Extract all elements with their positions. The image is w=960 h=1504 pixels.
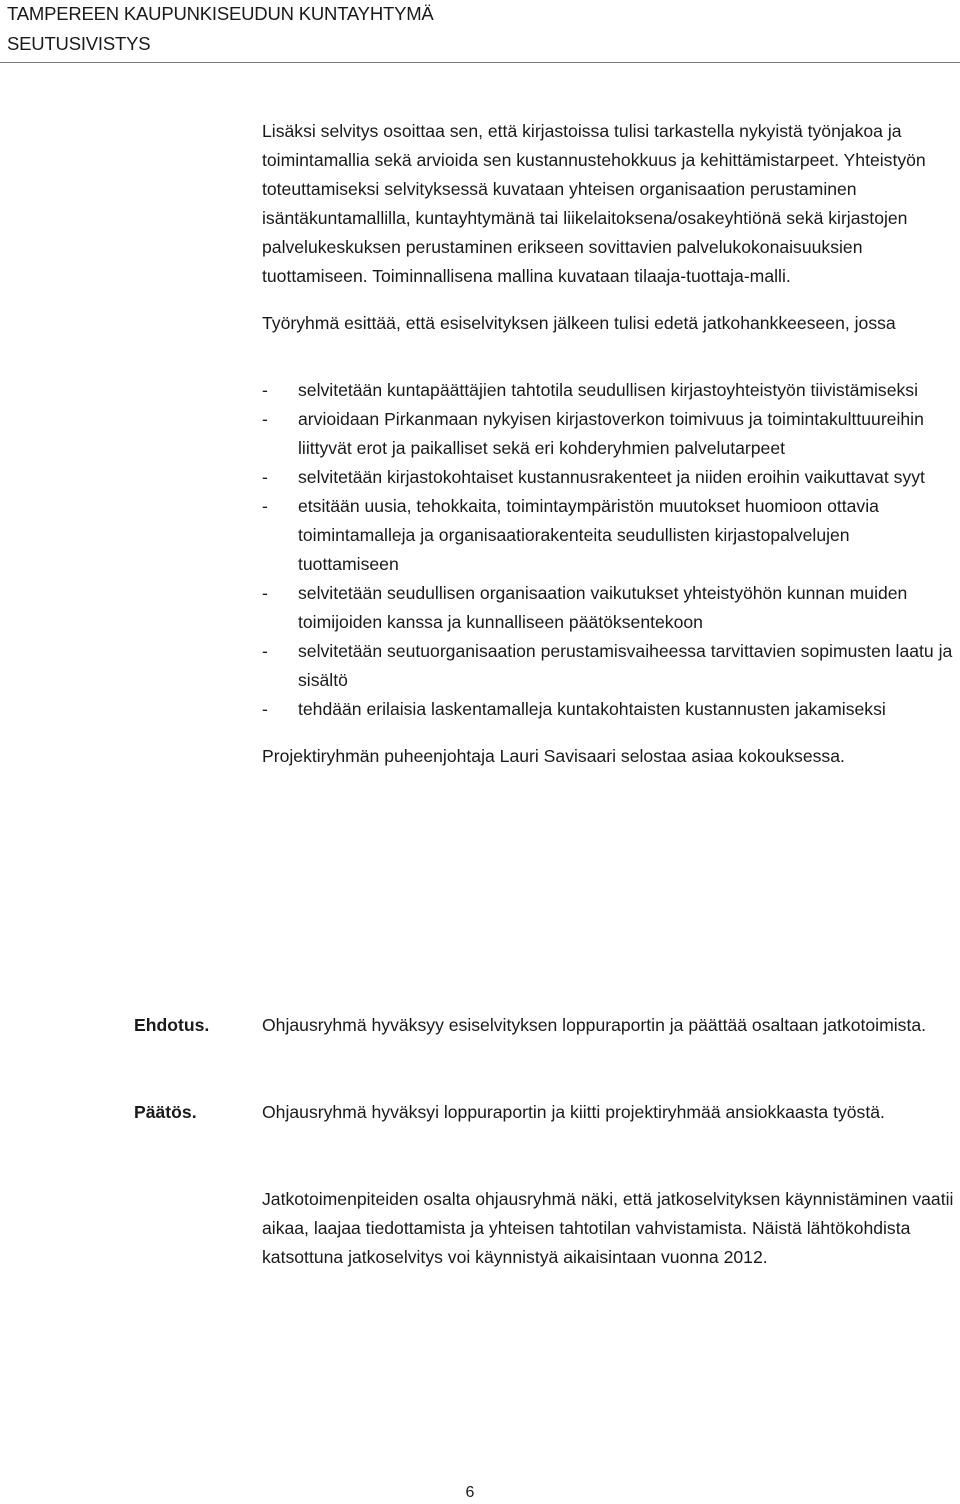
list-item-text: tehdään erilaisia laskentamalleja kuntakohtaisten kustannusten jakamiseksi	[298, 699, 886, 719]
list-item-text: arvioidaan Pirkanmaan nykyisen kirjastoverkon toimivuus ja toimintakulttuureihin liittyvät erot ja paikalliset sekä eri kohderyhmien palvelutarpeet	[298, 409, 924, 458]
task-list	[262, 376, 954, 724]
list-item-text: etsitään uusia, tehokkaita, toimintaympäristön muutokset huomioon ottavia toimintamalleja ja organisaatiorakenteita seudullisten kirjastopalvelujen tuottamiseen	[298, 496, 879, 574]
paragraph-1: Lisäksi selvitys osoittaa sen, että kirjastoissa tulisi tarkastella nykyistä työnjakoa ja toimintamallia sekä arvioida sen kustannustehokkuus ja kehittämistarpeet. Yhteistyön toteuttamiseksi selvityksessä kuvataan yhteisen organisaation perustaminen isäntäkuntamallilla, kuntayhtymänä tai liikelaitoksena/osakeyhtiönä sekä kirjastojen palvelukeskuksen perustaminen erikseen sovittavien palvelukokonaisuuksien tuottamiseen. Toiminnallisena mallina kuvataan tilaaja-tuottaja-malli.	[262, 121, 926, 286]
list-dash: -	[262, 380, 268, 400]
page-number: 6	[465, 1484, 475, 1501]
header-organization: TAMPEREEN KAUPUNKISEUDUN KUNTAYHTYMÄ	[7, 3, 434, 24]
paatos-label: Päätös.	[134, 1102, 197, 1122]
closing-paragraph: Jatkotoimenpiteiden osalta ohjausryhmä näki, että jatkoselvityksen käynnistäminen vaatii aikaa, laajaa tiedottamista ja yhteisen tahtotilan vahvistamista. Näistä lähtökohdista katsottuna jatkoselvitys voi käynnistyä aikaisintaan vuonna 2012.	[262, 1189, 954, 1267]
list-dash: -	[262, 496, 268, 516]
list-item	[262, 376, 954, 405]
list-dash: -	[262, 409, 268, 429]
paragraph-2: Työryhmä esittää, että esiselvityksen jälkeen tulisi edetä jatkohankkeeseen, jossa	[262, 313, 896, 333]
list-item	[262, 463, 954, 492]
list-item-text: selvitetään seudullisen organisaation vaikutukset yhteistyöhön kunnan muiden toimijoiden kanssa ja kunnalliseen päätöksentekoon	[298, 583, 908, 632]
main-content	[262, 117, 954, 771]
page-header	[0, 0, 960, 63]
list-item-text: selvitetään seutuorganisaation perustamisvaiheessa tarvittavien sopimusten laatu ja sisältö	[298, 641, 953, 690]
ehdotus-text: Ohjausryhmä hyväksyy esiselvityksen loppuraportin ja päättää osaltaan jatkotoimista.	[262, 1015, 927, 1035]
list-dash: -	[262, 583, 268, 603]
list-item	[262, 695, 954, 724]
list-item	[262, 405, 954, 463]
list-item	[262, 637, 954, 695]
header-unit: SEUTUSIVISTYS	[7, 33, 151, 54]
paatos-text: Ohjausryhmä hyväksyi loppuraportin ja kiitti projektiryhmää ansiokkaasta työstä.	[262, 1102, 885, 1122]
list-item	[262, 579, 954, 637]
list-item	[262, 492, 954, 579]
list-item-text: selvitetään kuntapäättäjien tahtotila seudullisen kirjastoyhteistyön tiivistämiseksi	[298, 380, 919, 400]
list-dash: -	[262, 699, 268, 719]
list-dash: -	[262, 467, 268, 487]
list-dash: -	[262, 641, 268, 661]
paragraph-3: Projektiryhmän puheenjohtaja Lauri Savisaari selostaa asiaa kokouksessa.	[262, 746, 845, 766]
list-item-text: selvitetään kirjastokohtaiset kustannusrakenteet ja niiden eroihin vaikuttavat syyt	[298, 467, 925, 487]
ehdotus-label: Ehdotus.	[134, 1015, 210, 1035]
